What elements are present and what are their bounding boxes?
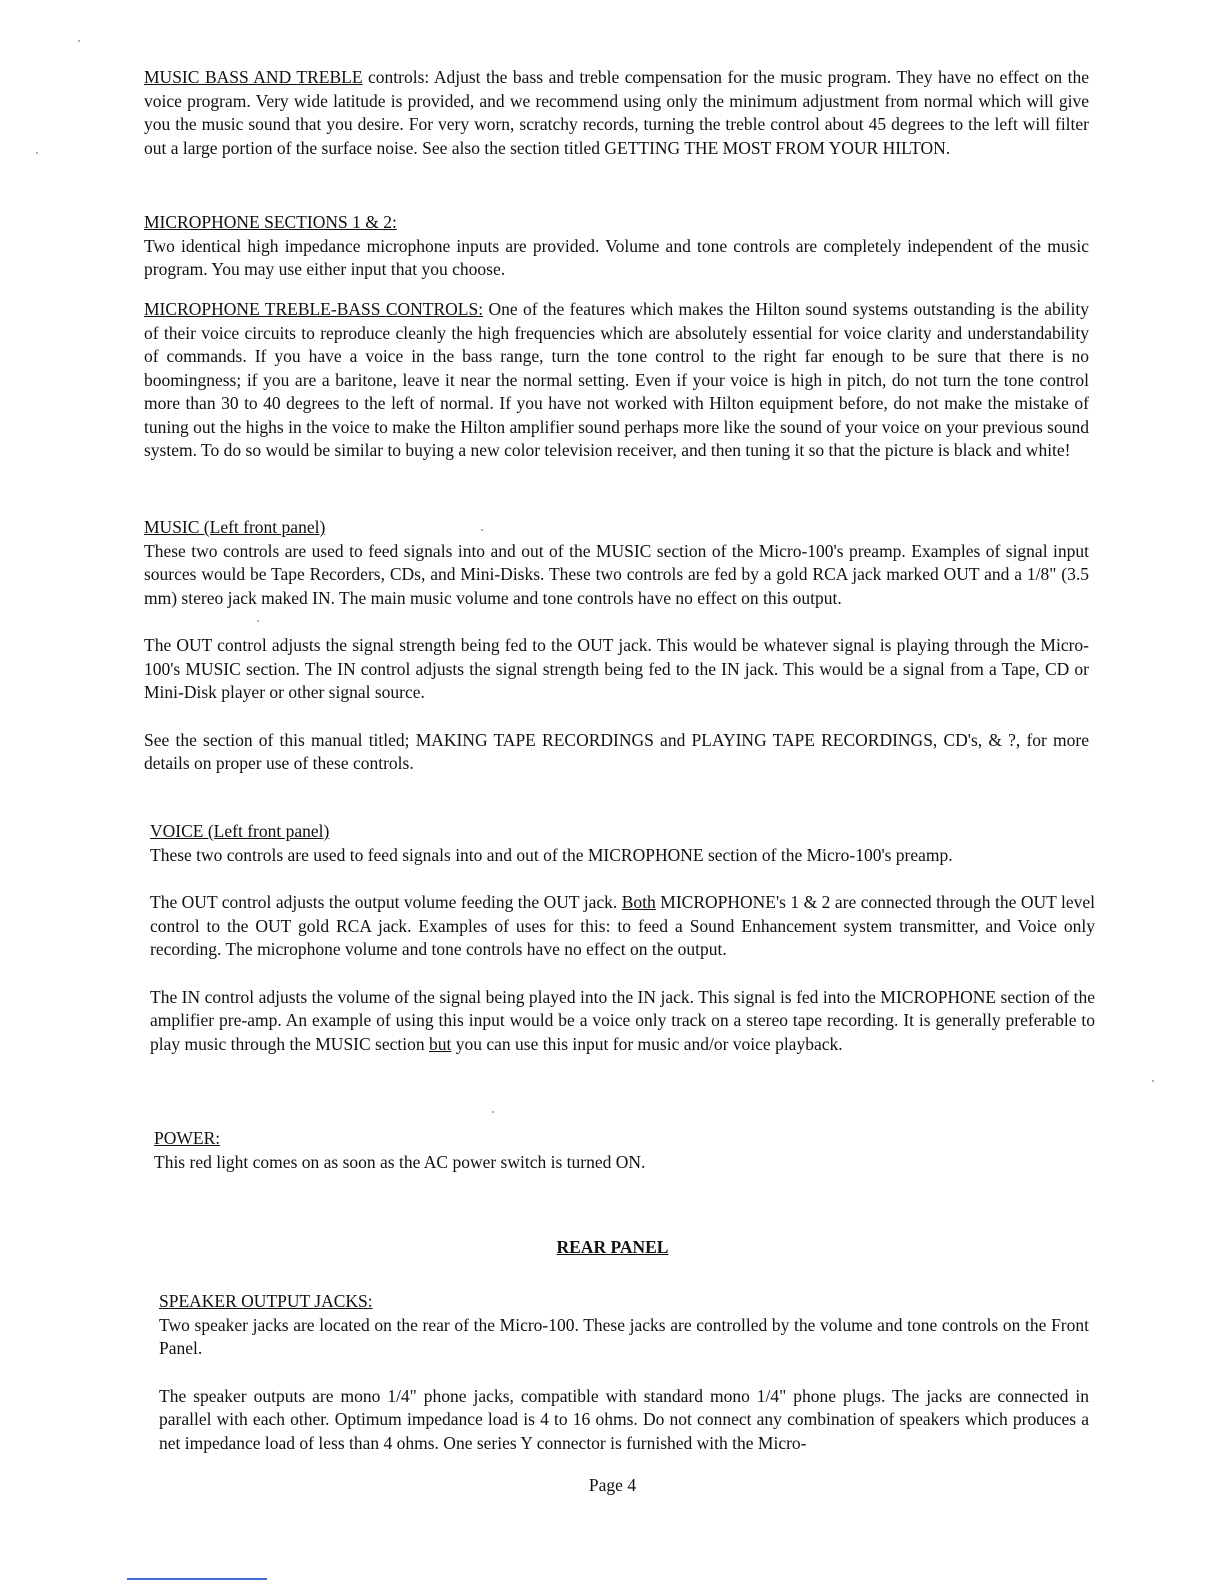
paragraph-text: controls: Adjust the bass and treble compensation for the music program. They have no effect on the voice program. Very wide latitude is provided, and we recommend using only the minimum adjustment from normal which will give you the music sound that you desire. For very worn, scratchy records, turning the treble control about 45 degrees to the left will filter out a large portion of the surface noise. See also the section titled GETTING THE MOST FROM YOUR HILTON. xyxy=(144,67,1089,158)
paragraph-text: One of the features which makes the Hilton sound systems outstanding is the ability of their voice circuits to reproduce cleanly the high frequencies which are absolutely essential for voice clarity and understandability of commands. If you have a voice in the bass range, turn the tone control to the right far enough to be sure that there is no boomingness; if you are a baritone, leave it near the normal setting. Even if your voice is high in pitch, do not turn the tone control more than 30 to 40 degrees to the left of normal. If you have not worked with Hilton equipment before, do not make the mistake of tuning out the highs in the voice to make the Hilton amplifier sound perhaps more like the sound of your voice on your previous sound system. To do so would be similar to buying a new color television receiver, and then tuning it so that the picture is black and white! xyxy=(144,299,1089,460)
paragraph-text: Two speaker jacks are located on the rear of the Micro-100. These jacks are controlled by the volume and tone controls on the Front Panel. xyxy=(159,1314,1089,1358)
section-heading: VOICE (Left front panel) xyxy=(150,821,330,841)
paragraph-text: Two identical high impedance microphone inputs are provided. Volume and tone controls are completely independent of the music program. You may use either input that you choose. xyxy=(144,235,1089,279)
paragraph-text: See the section of this manual titled; MAKING TAPE RECORDINGS and PLAYING TAPE RECORDINGS, CD's, & ?, for more details on proper use of these controls. xyxy=(144,729,1089,773)
underlined-word: Both xyxy=(621,892,656,912)
scan-speck xyxy=(257,620,259,622)
section-music-bass-treble xyxy=(144,66,1089,160)
section-voice-left-panel xyxy=(150,820,1095,1056)
scan-speck xyxy=(36,152,38,154)
rear-panel-title: REAR PANEL xyxy=(556,1237,669,1257)
paragraph xyxy=(150,986,1095,1057)
scan-speck xyxy=(481,529,483,531)
page-number: Page 4 xyxy=(588,1475,637,1495)
paragraph-text: The IN control adjusts the volume of the signal being played into the IN jack. This signal is fed into the MICROPHONE section of the amplifier pre-amp. An example of using this input would be a voice only track on a stereo tape recording. It is generally preferable to play music through the MUSIC section xyxy=(150,986,1095,1054)
paragraph-text: The speaker outputs are mono 1/4" phone jacks, compatible with standard mono 1/4" phone plugs. The jacks are connected in parallel with each other. Optimum impedance load is 4 to 16 ohms. Do not connect any combination of speakers which produces a net impedance load of less than 4 ohms. One series Y connector is furnished with the Micro- xyxy=(159,1385,1089,1453)
paragraph-text: The OUT control adjusts the output volume feeding the OUT jack. xyxy=(150,892,622,912)
scan-speck xyxy=(492,1111,494,1113)
paragraph-text: This red light comes on as soon as the AC power switch is turned ON. xyxy=(154,1151,646,1172)
section-music-left-panel xyxy=(144,516,1089,776)
section-microphone-treble-bass xyxy=(144,298,1089,463)
paragraph xyxy=(144,298,1089,463)
section-speaker-output xyxy=(159,1290,1089,1455)
scan-speck xyxy=(1152,1080,1154,1082)
paragraph-text: These two controls are used to feed signals into and out of the MICROPHONE section of the Micro-100's preamp. xyxy=(150,844,953,865)
paragraph-text: MICROPHONE's 1 & 2 are connected through the OUT level control to the OUT gold RCA jack. Examples of uses for this: to feed a Sound Enhancement system transmitter, and Voice only recording. The microphone volume and tone controls have no effect on the output. xyxy=(150,892,1095,959)
underlined-word: but xyxy=(429,1033,452,1054)
section-heading: SPEAKER OUTPUT JACKS: xyxy=(159,1291,373,1311)
section-power xyxy=(154,1127,1099,1174)
paragraph-text: you can use this input for music and/or voice playback. xyxy=(451,1033,843,1054)
paragraph xyxy=(150,891,1095,962)
section-heading: MICROPHONE SECTIONS 1 & 2: xyxy=(144,212,397,232)
paragraph-text: These two controls are used to feed signals into and out of the MUSIC section of the Micro-100's preamp. Examples of signal input sources would be Tape Recorders, CDs, and Mini-Disks. These two controls are fed by a gold RCA jack marked OUT and a 1/8" (3.5 mm) stereo jack maked IN. The main music volume and tone controls have no effect on this output. xyxy=(144,540,1089,608)
section-heading: POWER: xyxy=(154,1128,221,1148)
section-heading: MUSIC (Left front panel) xyxy=(144,517,326,537)
paragraph-text: The OUT control adjusts the signal strength being fed to the OUT jack. This would be whatever signal is playing through the Micro-100's MUSIC section. The IN control adjusts the signal strength being fed to the IN jack. This would be a signal from a Tape, CD or Mini-Disk player or other signal source. xyxy=(144,635,1089,702)
section-microphone-sections xyxy=(144,211,1089,282)
section-heading: MUSIC BASS AND TREBLE xyxy=(144,67,363,87)
section-heading: MICROPHONE TREBLE-BASS CONTROLS: xyxy=(144,299,484,319)
scan-speck xyxy=(78,40,80,42)
scan-edge-line xyxy=(127,1578,267,1580)
paragraph xyxy=(144,66,1089,160)
